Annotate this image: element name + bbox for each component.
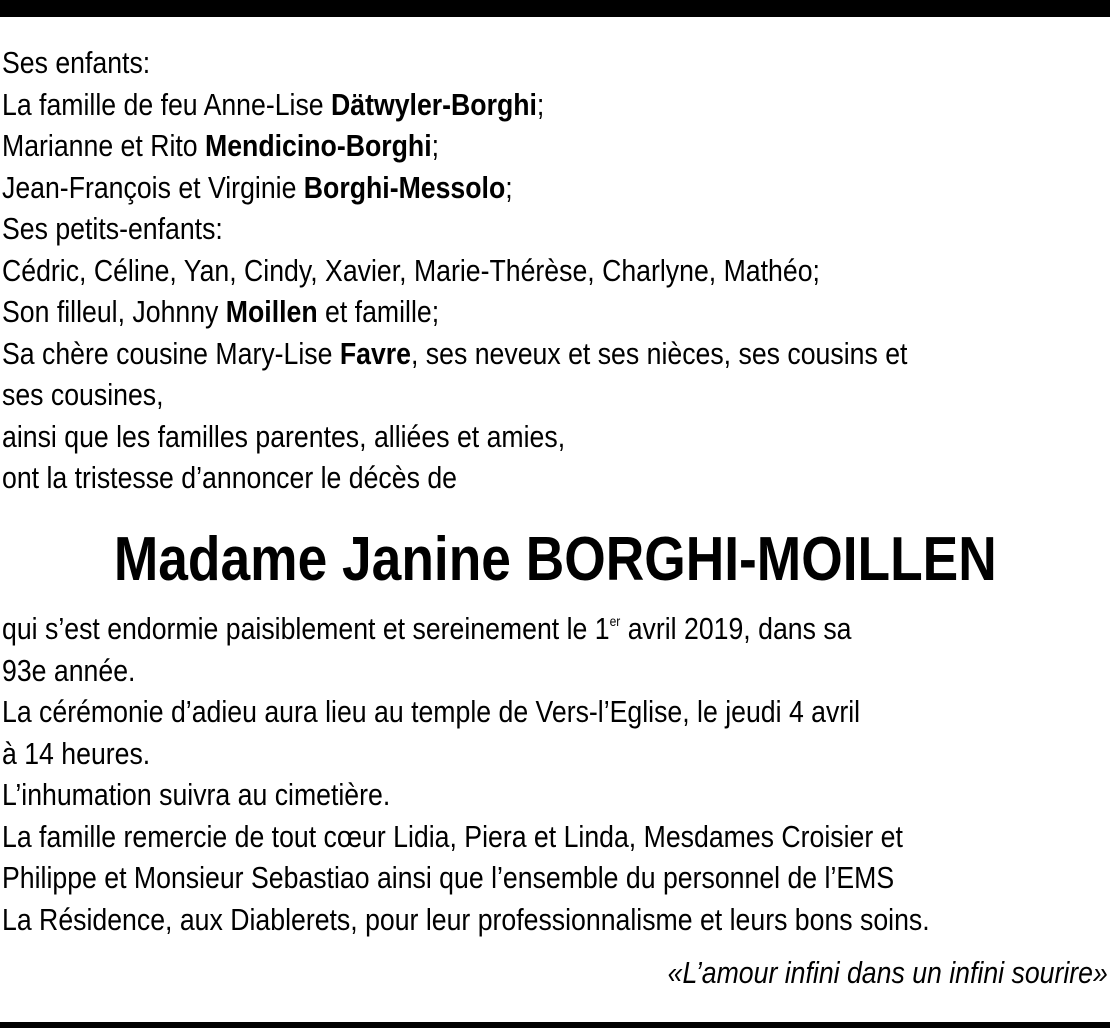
family-line [2,125,1108,167]
text: Marianne et Rito [2,128,206,163]
text: ; [431,128,440,163]
closing-quote: «L’amour infini dans un infini sourire» [667,955,1108,990]
detail-line: La Résidence, aux Diablerets, pour leur professionnalisme et leurs bons soins. [2,901,930,937]
text: ; [505,169,513,205]
detail-line: La famille remercie de tout cœur Lidia, Piera et Linda, Mesdames Croisier et [2,818,903,854]
text: qui s’est endormie paisiblement et sereinement le 1 [2,611,610,646]
top-rule [0,0,1110,17]
family-line: ainsi que les familles parentes, alliées et amies, [2,418,566,454]
family-line: Ses petits-enfants: [2,211,223,246]
family-line: ont la tristesse d’annoncer le décès de [2,460,457,495]
family-surname: Dätwyler-Borghi [331,86,537,122]
family-line: Cédric, Céline, Yan, Cindy, Xavier, Marie-Thérèse, Charlyne, Mathéo; [2,252,820,288]
detail-line: L’inhumation suivra au cimetière. [2,777,391,812]
family-line [2,167,1108,209]
family-line [2,84,1108,126]
detail-line: La cérémonie d’adieu aura lieu au temple de Vers-l’Eglise, le jeudi 4 avril [2,694,861,729]
deceased-name-text: Madame Janine BORGHI-MOILLEN [113,525,997,594]
text: Son filleul, Johnny [2,294,226,329]
bottom-rule [0,1022,1110,1028]
text: Jean-François et Virginie [2,169,304,205]
detail-line [2,608,1108,650]
family-line: ses cousines, [2,377,164,412]
text: et famille; [317,294,440,329]
family-surname: Mendicino-Borghi [205,128,432,163]
family-list [2,42,1108,499]
text: , ses neveux et ses nièces, ses cousins et [410,335,908,371]
family-line [2,291,1108,333]
family-line [2,333,1108,375]
notice-details [2,608,1108,940]
text: avril 2019, dans sa [620,611,852,646]
detail-line: 93e année. [2,652,136,688]
text: ; [536,86,545,122]
detail-line: Philippe et Monsieur Sebastiao ainsi que l’ensemble du personnel de l’EMS [2,860,895,895]
text: Sa chère cousine Mary-Lise [2,335,340,371]
family-surname: Moillen [225,294,318,329]
family-line: Ses enfants: [2,45,151,80]
family-surname: Favre [339,335,411,371]
text: La famille de feu Anne-Lise [2,86,332,122]
ordinal-suffix: er [609,613,621,629]
family-surname: Borghi-Messolo [303,169,506,205]
detail-line: à 14 heures. [2,735,151,771]
deceased-name [0,522,1110,598]
